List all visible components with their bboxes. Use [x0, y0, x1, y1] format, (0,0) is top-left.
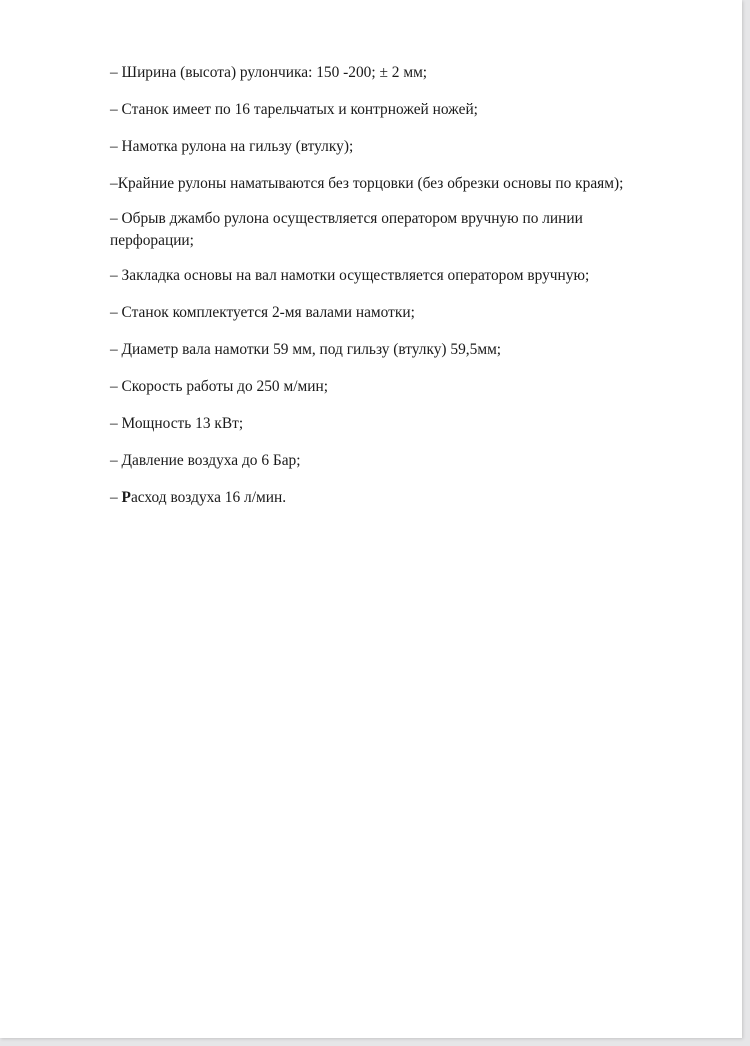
- spec-item-air-pressure: – Давление воздуха до 6 Бар;: [110, 452, 301, 469]
- spec-item-core-winding: – Намотка рулона на гильзу (втулку);: [110, 138, 354, 155]
- spec-item-loading: – Закладка основы на вал намотки осуществляется оператором вручную;: [110, 267, 590, 284]
- spec-item-shaft-diameter: – Диаметр вала намотки 59 мм, под гильзу (втулку) 59,5мм;: [110, 341, 502, 358]
- air-consumption-text: асход воздуха 16 л/мин.: [130, 489, 287, 506]
- spec-item-power: – Мощность 13 кВт;: [110, 415, 244, 432]
- spec-item-air-consumption: [110, 487, 670, 509]
- air-consumption-prefix: –: [110, 489, 122, 506]
- spec-item-speed: – Скорость работы до 250 м/мин;: [110, 378, 328, 395]
- spec-item-width: – Ширина (высота) рулончика: 150 -200; ± 2 мм;: [110, 64, 428, 81]
- air-consumption-bold-letter: Р: [121, 489, 131, 506]
- spec-list: [110, 62, 670, 524]
- spec-item-edge-rolls: –Крайние рулоны наматываются без торцовки (без обрезки основы по краям);: [110, 175, 624, 192]
- spec-item-shafts: – Станок комплектуется 2-мя валами намотки;: [110, 304, 415, 321]
- spec-item-jumbo-break: – Обрыв джамбо рулона осуществляется оператором вручную по линии перфорации;: [110, 210, 583, 249]
- spec-item-knives: – Станок имеет по 16 тарельчатых и контрножей ножей;: [110, 101, 478, 118]
